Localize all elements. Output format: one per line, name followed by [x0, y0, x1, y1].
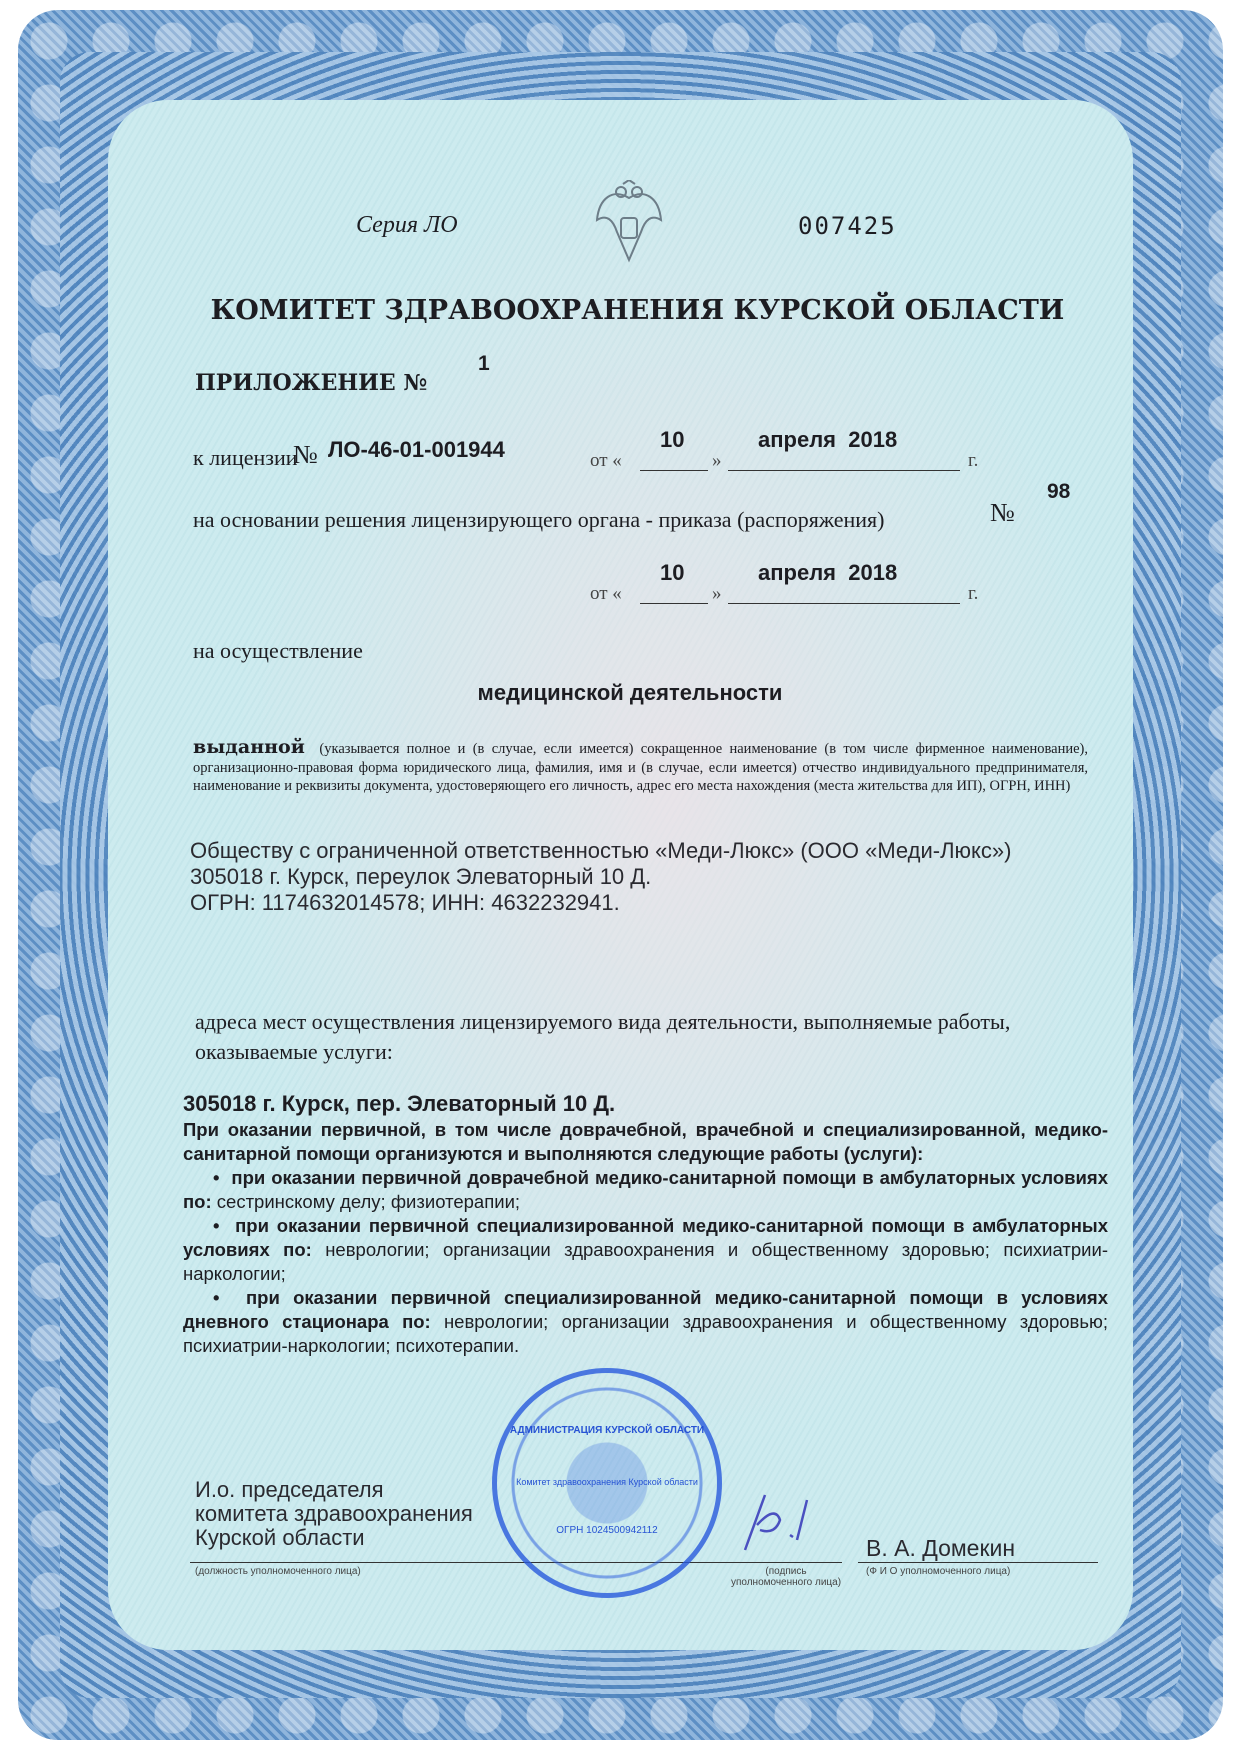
- form-number: 007425: [798, 212, 897, 240]
- seal-ogrn-text: ОГРН 1024500942112: [556, 1525, 658, 1536]
- license-prefix: к лицензии: [193, 445, 298, 470]
- licensee-name: Обществу с ограниченной ответственностью «Меди-Люкс» (ООО «Меди-Люкс»): [190, 838, 1012, 863]
- order-from: от «: [590, 583, 622, 604]
- addresses-heading: адреса мест осуществления лицензируемого вида деятельности, выполняемые работы, оказываемые услуги:: [195, 1009, 1011, 1064]
- appendix-number: 1: [478, 352, 490, 375]
- activity-prefix: на осуществление: [193, 638, 363, 663]
- order-number: 98: [1047, 480, 1071, 503]
- service-item-condition: при оказании первичной доврачебной медико-санитарной помощи в амбулаторных условиях по:: [183, 1167, 1108, 1212]
- services-intro: При оказании первичной, в том числе доврачебной, врачебной и специализированной, медико-санитарной помощи организуются и выполняются следующие работы (услуги):: [183, 1119, 1108, 1164]
- basis-text: на основании решения лицензирующего органа - приказа (распоряжения): [193, 507, 885, 532]
- handwritten-signature: [735, 1485, 815, 1560]
- service-item-condition: при оказании первичной специализированной медико-санитарной помощи в амбулаторных условиях по:: [183, 1215, 1108, 1260]
- series-label: Серия ЛО: [356, 212, 458, 238]
- services-block: [183, 1090, 1108, 1358]
- license-year-suffix: г.: [968, 450, 979, 471]
- order-year-suffix: г.: [968, 583, 979, 604]
- issued-note-block: [193, 738, 1088, 796]
- basis-no-sign: №: [990, 498, 1015, 527]
- license-number: ЛО-46-01-001944: [328, 437, 505, 462]
- order-month-year: апреля 2018: [758, 560, 898, 585]
- order-day: 10: [660, 560, 685, 585]
- service-item-specialties: неврологии; организации здравоохранения и общественному здоровью; психиатрии-наркологии; психотерапии.: [183, 1311, 1108, 1356]
- signatory-name: В. А. Домекин: [866, 1535, 1016, 1561]
- service-item-specialties: сестринскому делу; физиотерапии;: [211, 1191, 521, 1212]
- signatory-position: [195, 1478, 473, 1550]
- service-address: 305018 г. Курск, пер. Элеваторный 10 Д.: [183, 1091, 616, 1116]
- position-caption: (должность уполномоченного лица): [195, 1566, 361, 1577]
- issued-note: (указывается полное и (в случае, если имеется) сокращенное наименование (в том числе фирменное наименование), организационно-правовая форма юридического лица, фамилия, имя и (в случае, если имеется) отчество индивидуального предпринимателя, наименование и реквизиты документа, удостоверяющего его личность, адрес его места нахождения (места жительства для ИП), ОГРН, ИНН): [193, 741, 1089, 794]
- service-item: • при оказании первичной специализированной медико-санитарной помощи в условиях дневного стационара по: неврологии; организации здравоохранения и общественному здоровью; психиатрии-наркологии; психотерапии.: [183, 1287, 1108, 1356]
- coat-of-arms-icon: [593, 180, 665, 272]
- seal-inner-text: Комитет здравоохранения Курской области: [516, 1477, 698, 1487]
- signature-caption: (подпись уполномоченного лица): [730, 1566, 842, 1588]
- licensee-block: [190, 838, 1085, 916]
- license-month-year: апреля 2018: [758, 427, 898, 452]
- license-no-sign: №: [293, 440, 318, 469]
- appendix-label: ПРИЛОЖЕНИЕ №: [195, 370, 428, 396]
- official-seal: [492, 1368, 722, 1598]
- position-line: комитета здравоохранения: [195, 1501, 473, 1526]
- issuing-authority-title: КОМИТЕТ ЗДРАВООХРАНЕНИЯ КУРСКОЙ ОБЛАСТИ: [210, 295, 1065, 326]
- position-line: Курской области: [195, 1525, 365, 1550]
- service-item: • при оказании первичной специализированной медико-санитарной помощи в амбулаторных условиях по: неврологии; организации здравоохранения и общественному здоровью; психиатрии-наркологии;: [183, 1215, 1108, 1284]
- order-close-quote: »: [712, 583, 722, 604]
- service-item-condition: при оказании первичной специализированной медико-санитарной помощи в условиях дневного стационара по:: [183, 1287, 1108, 1332]
- licensee-ids: ОГРН: 1174632014578; ИНН: 4632232941.: [190, 890, 620, 915]
- service-item-specialties: неврологии; организации здравоохранения и общественному здоровью; психиатрии-наркологии;: [183, 1239, 1108, 1284]
- service-item: • при оказании первичной доврачебной медико-санитарной помощи в амбулаторных условиях по: сестринскому делу; физиотерапии;: [183, 1167, 1108, 1212]
- issued-word: выданной: [193, 736, 305, 758]
- license-from: от «: [590, 450, 622, 471]
- license-close-quote: »: [712, 450, 722, 471]
- position-line: И.о. председателя: [195, 1477, 384, 1502]
- activity-name: медицинской деятельности: [477, 680, 783, 705]
- licensee-address: 305018 г. Курск, переулок Элеваторный 10 Д.: [190, 864, 652, 889]
- name-caption: (Ф И О уполномоченного лица): [866, 1566, 1011, 1577]
- license-day: 10: [660, 427, 685, 452]
- seal-outer-text: АДМИНИСТРАЦИЯ КУРСКОЙ ОБЛАСТИ: [509, 1425, 705, 1436]
